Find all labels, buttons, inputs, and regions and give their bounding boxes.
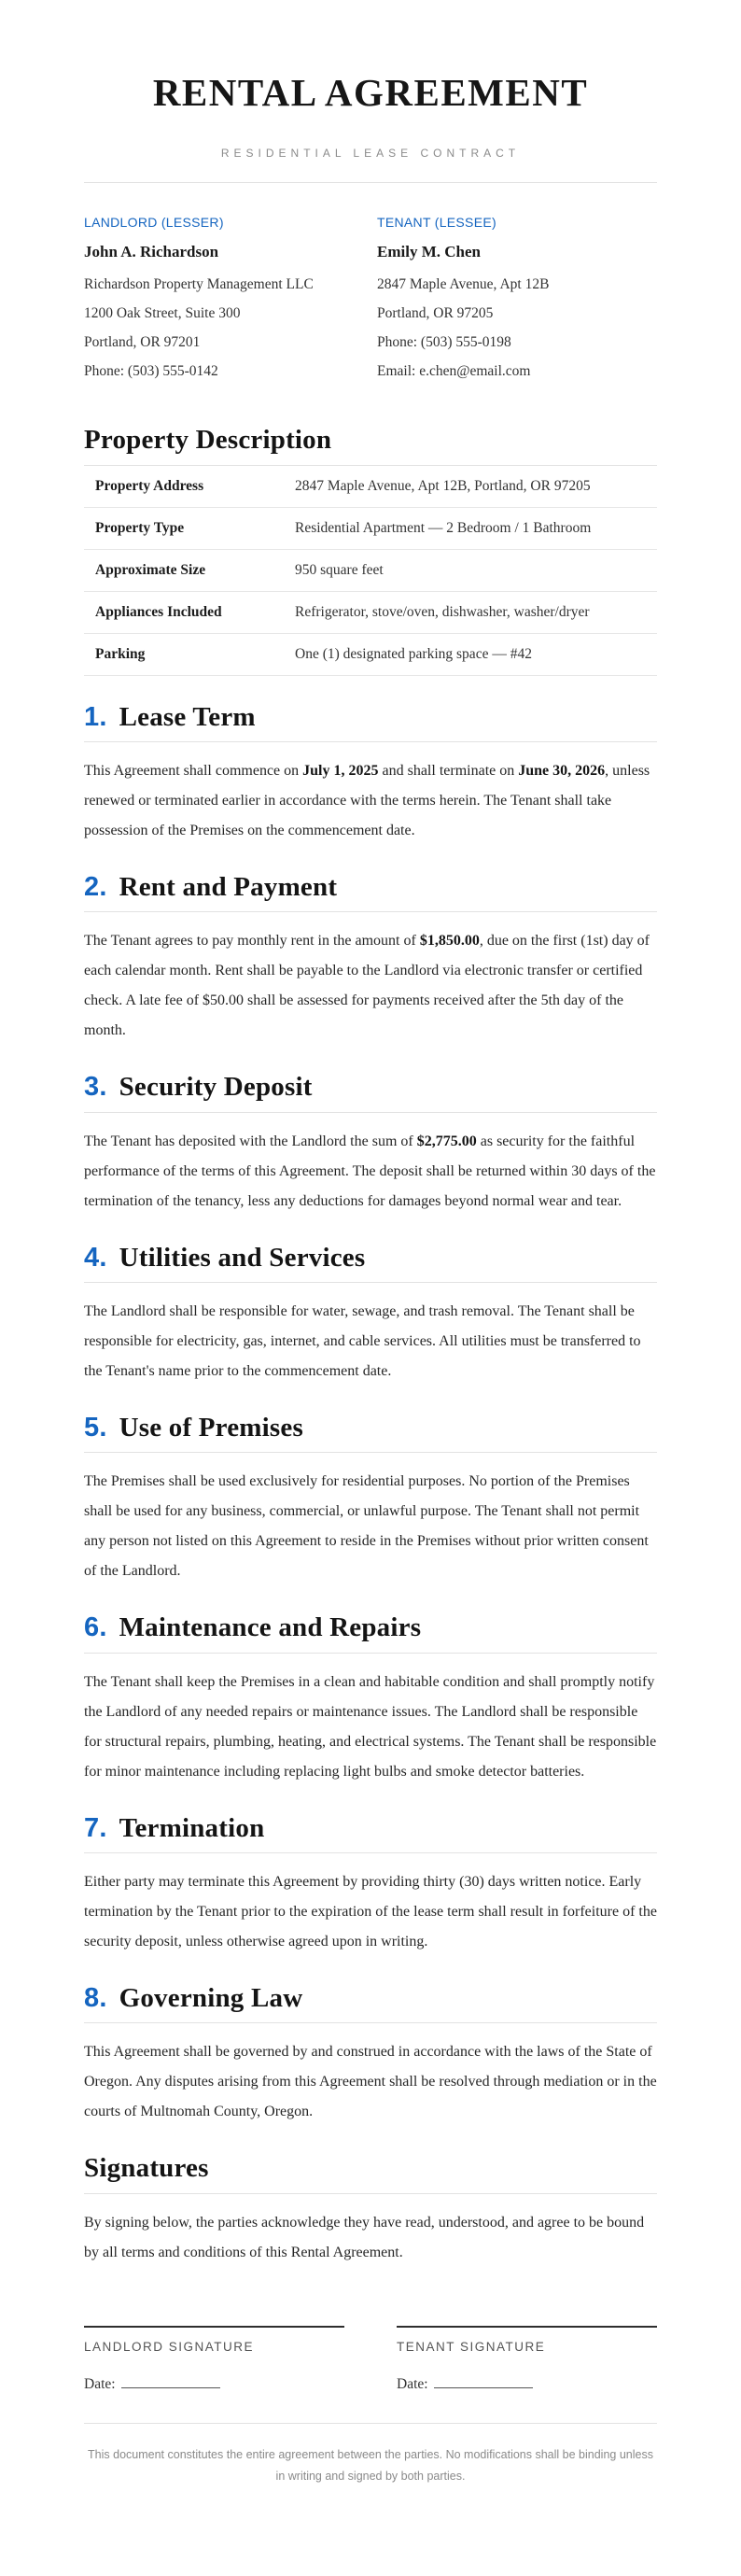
table-row xyxy=(84,466,657,508)
rental-agreement-document xyxy=(84,0,657,2576)
property-description-heading: Property Description xyxy=(84,425,332,456)
date-label: Date: xyxy=(84,2375,116,2392)
signatures-section xyxy=(84,2153,657,2392)
table-row xyxy=(84,634,657,676)
section-number: 2. xyxy=(84,871,107,902)
document-header xyxy=(84,71,657,160)
tenant-info-block xyxy=(377,215,657,386)
section-heading xyxy=(84,1612,657,1643)
section-heading xyxy=(84,1983,657,2014)
landlord-info-block xyxy=(84,215,364,386)
signature-area xyxy=(84,2326,657,2393)
section-paragraph: The Tenant agrees to pay monthly rent in the amount of $1,850.00, due on the first (1st) day of each calendar month. Rent shall be payable to the Landlord via electronic transfer or certified check. A late fee of $50.00 shall be assessed for payments received after the 5th day of the month. xyxy=(84,933,650,1039)
approximate-size-label: Approximate Size xyxy=(95,561,206,578)
section-number: 6. xyxy=(84,1612,107,1643)
section-paragraph: The Landlord shall be responsible for water, sewage, and trash removal. The Tenant shall be responsible for electricity, gas, internet, and cable services. All utilities must be transferred to the Tenant's name prior to the commencement date. xyxy=(84,1302,641,1379)
section-number: 1. xyxy=(84,701,107,732)
section-heading xyxy=(84,1413,657,1443)
section-number: 8. xyxy=(84,1982,107,2013)
table-row xyxy=(84,550,657,592)
section-heading xyxy=(84,1072,657,1103)
parking-label: Parking xyxy=(95,645,146,662)
section-divider xyxy=(84,741,657,742)
section-heading xyxy=(84,702,657,733)
appliances-value: Refrigerator, stove/oven, dishwasher, washer/dryer xyxy=(295,603,590,620)
signatures-heading: Signatures xyxy=(84,2153,209,2184)
section-paragraph: The Tenant shall keep the Premises in a clean and habitable condition and shall promptly notify the Landlord of any needed repairs or maintenance issues. The Landlord shall be responsible for structural repairs, plumbing, heating, and electrical systems. The Tenant shall be responsible for minor maintenance including replacing light bulbs and smoke detector batteries. xyxy=(84,1673,657,1780)
appliances-label: Appliances Included xyxy=(95,603,222,620)
property-type-value: Residential Apartment — 2 Bedroom / 1 Bathroom xyxy=(295,519,592,536)
parties-section xyxy=(84,215,657,386)
section-divider xyxy=(84,911,657,912)
landlord-street: 1200 Oak Street, Suite 300 xyxy=(84,305,241,322)
document-title: RENTAL AGREEMENT xyxy=(152,71,589,114)
property-description-section xyxy=(84,425,657,675)
section-maintenance-and-repairs xyxy=(84,1612,657,1786)
landlord-company: Richardson Property Management LLC xyxy=(84,276,314,293)
table-row xyxy=(84,592,657,634)
tenant-date-field xyxy=(397,2376,657,2393)
section-paragraph: The Premises shall be used exclusively for residential purposes. No portion of the Premises shall be used for any business, commercial, or unlawful purpose. The Tenant shall not permit any person not listed on this Agreement to reside in the Premises without prior written consent of the Landlord. xyxy=(84,1473,649,1580)
landlord-name: John A. Richardson xyxy=(84,243,219,261)
landlord-city: Portland, OR 97201 xyxy=(84,334,201,351)
landlord-date-line xyxy=(121,2387,220,2388)
property-address-label: Property Address xyxy=(95,477,204,494)
section-rent-and-payment xyxy=(84,872,657,1046)
section-title: Governing Law xyxy=(119,1982,303,2013)
property-table xyxy=(84,466,657,676)
section-title: Termination xyxy=(119,1812,265,1843)
property-type-label: Property Type xyxy=(95,519,185,536)
date-label: Date: xyxy=(397,2375,428,2392)
tenant-date-line xyxy=(434,2387,533,2388)
footer-text: This document constitutes the entire agreement between the parties. No modifications shall be binding unless in writing and signed by both parties. xyxy=(88,2447,653,2483)
section-divider xyxy=(84,2193,657,2194)
section-paragraph: Either party may terminate this Agreement by providing thirty (30) days written notice. Early termination by the Tenant prior to the expiration of the lease term shall result in forfeiture of the security deposit, unless otherwise agreed upon in writing. xyxy=(84,1873,657,1950)
document-footer xyxy=(84,2423,657,2487)
landlord-phone: Phone: (503) 555-0142 xyxy=(84,363,218,380)
header-divider xyxy=(84,182,657,183)
section-number: 5. xyxy=(84,1412,107,1443)
section-use-of-premises xyxy=(84,1413,657,1586)
landlord-label: LANDLORD (LESSER) xyxy=(84,215,224,231)
landlord-signature-label: LANDLORD SIGNATURE xyxy=(84,2339,255,2354)
section-divider xyxy=(84,2022,657,2023)
section-governing-law xyxy=(84,1983,657,2127)
section-paragraph: This Agreement shall commence on July 1, 2025 and shall terminate on June 30, 2026, unless renewed or terminated earlier in accordance with the terms herein. The Tenant shall take possession of the Premises on the commencement date. xyxy=(84,762,650,838)
landlord-signature-block xyxy=(84,2326,344,2393)
section-divider xyxy=(84,1282,657,1283)
section-title: Utilities and Services xyxy=(119,1242,366,1273)
approximate-size-value: 950 square feet xyxy=(295,561,384,578)
section-title: Rent and Payment xyxy=(119,871,338,902)
section-number: 7. xyxy=(84,1812,107,1843)
section-title: Lease Term xyxy=(119,701,256,732)
section-title: Use of Premises xyxy=(119,1412,303,1443)
section-title: Security Deposit xyxy=(119,1072,313,1103)
tenant-phone: Phone: (503) 555-0198 xyxy=(377,334,511,351)
signatures-paragraph: By signing below, the parties acknowledge they have read, understood, and agree to be bound by all terms and conditions of this Rental Agreement. xyxy=(84,2214,645,2260)
section-divider xyxy=(84,1852,657,1853)
tenant-street: 2847 Maple Avenue, Apt 12B xyxy=(377,276,550,293)
section-divider xyxy=(84,1653,657,1654)
landlord-date-field xyxy=(84,2376,344,2393)
section-divider xyxy=(84,1452,657,1453)
section-number: 4. xyxy=(84,1242,107,1273)
property-address-value: 2847 Maple Avenue, Apt 12B, Portland, OR 97205 xyxy=(295,477,591,494)
tenant-city: Portland, OR 97205 xyxy=(377,305,494,322)
section-divider xyxy=(84,1112,657,1113)
section-title: Maintenance and Repairs xyxy=(119,1612,422,1643)
tenant-signature-block xyxy=(397,2326,657,2393)
tenant-label: TENANT (LESSEE) xyxy=(377,215,496,231)
section-heading xyxy=(84,1243,657,1274)
section-termination xyxy=(84,1813,657,1957)
section-heading xyxy=(84,872,657,903)
tenant-name: Emily M. Chen xyxy=(377,243,481,261)
parking-value: One (1) designated parking space — #42 xyxy=(295,645,532,662)
section-paragraph: The Tenant has deposited with the Landlord the sum of $2,775.00 as security for the faithful performance of the terms of this Agreement. The deposit shall be returned within 30 days of the termination of the tenancy, less any deductions for damages beyond normal wear and tear. xyxy=(84,1133,656,1209)
tenant-signature-label: TENANT SIGNATURE xyxy=(397,2339,546,2354)
section-paragraph: This Agreement shall be governed by and construed in accordance with the laws of the State of Oregon. Any disputes arising from this Agreement shall be resolved through mediation or in the courts of Multnomah County, Oregon. xyxy=(84,2044,657,2120)
section-utilities-and-services xyxy=(84,1243,657,1387)
document-subtitle: RESIDENTIAL LEASE CONTRACT xyxy=(220,147,521,161)
section-number: 3. xyxy=(84,1072,107,1103)
section-lease-term xyxy=(84,702,657,846)
section-heading xyxy=(84,1813,657,1844)
table-row xyxy=(84,508,657,550)
tenant-email: Email: e.chen@email.com xyxy=(377,363,531,380)
section-security-deposit xyxy=(84,1072,657,1216)
